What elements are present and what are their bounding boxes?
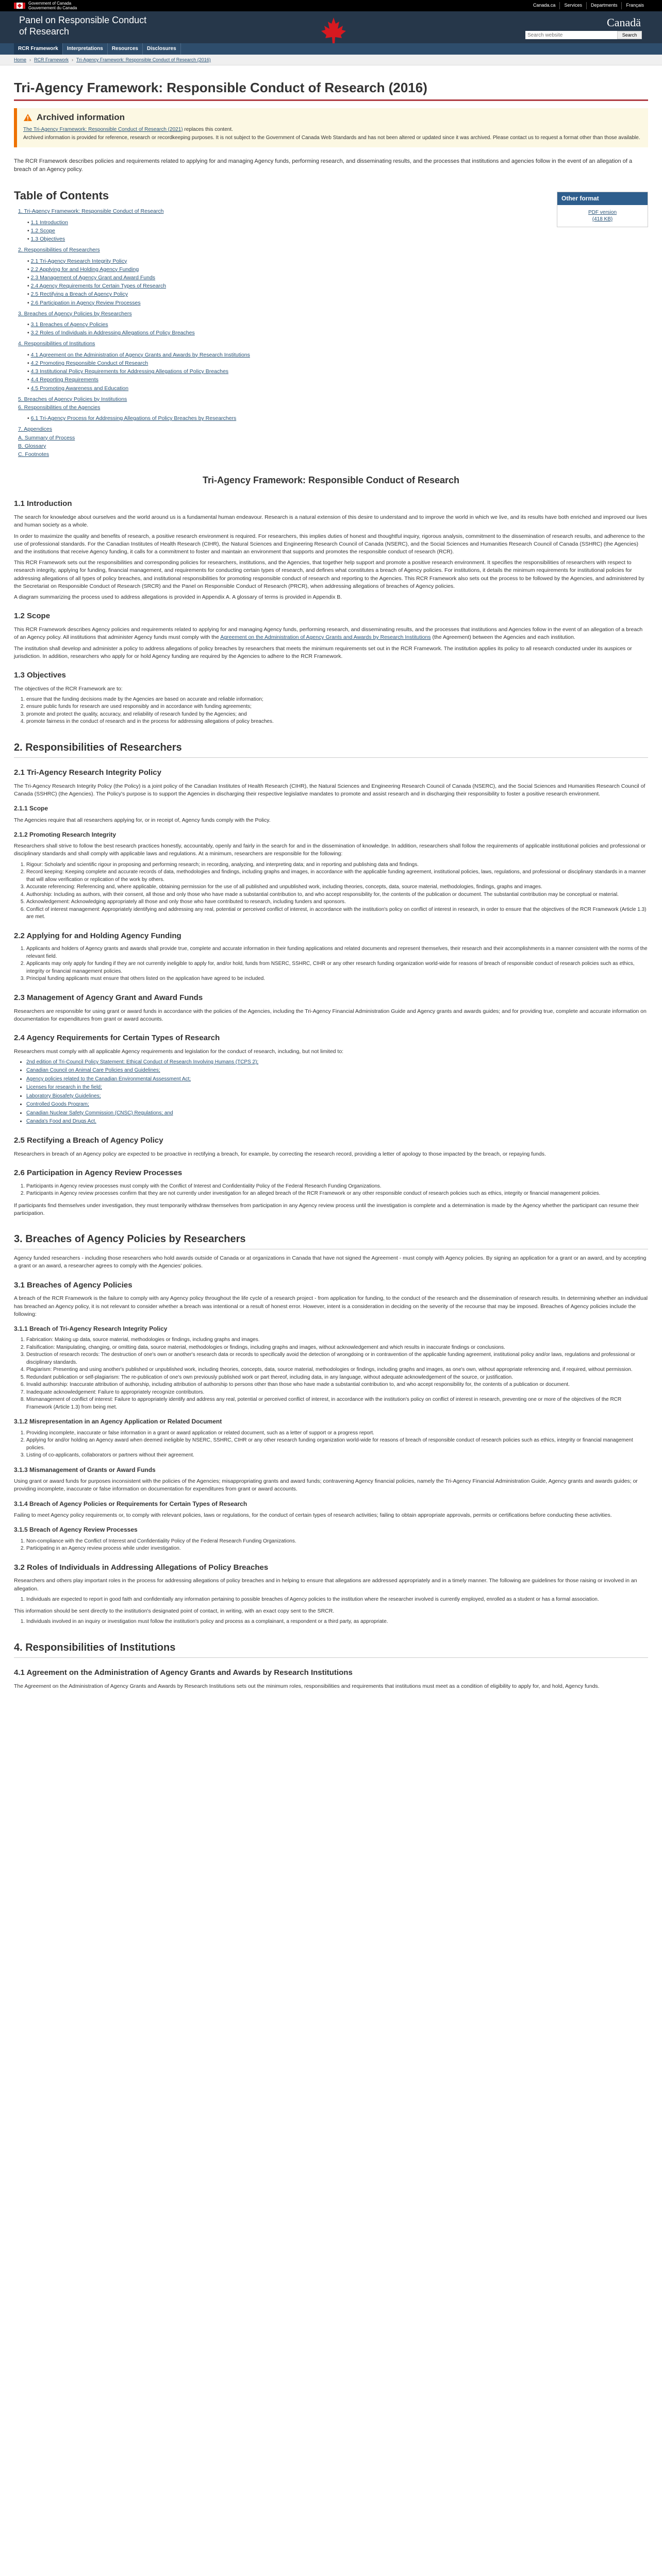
paragraph: Researchers in breach of an Agency policy are expected to be proactive in rectifying a breach, for example, by correcting the research record, providing a letter of apology to those impacted by the breach, or repaying funds. <box>14 1150 546 1157</box>
toc-item <box>18 404 250 422</box>
toc-item <box>18 434 250 442</box>
list-item: 1. Rigour: Scholarly and scientific rigour in proposing and performing research; in recording, analyzing, and interpreting data; and in reporting and publishing data and findings. <box>26 861 648 869</box>
list-item: 2. ensure public funds for research are used responsibly and in accordance with funding agreements; <box>26 703 648 711</box>
misrepresentation-list <box>14 1430 648 1460</box>
toc-sublink[interactable]: 2.6 Participation in Agency Review Processes <box>30 299 141 306</box>
toc-item <box>18 340 250 392</box>
paragraph: If participants find themselves under investigation, they must temporarily withdraw themselves from participation in any Agency review process until the investigation is complete and a determination is made by the Agency whether the participant can resume their participation. <box>14 1202 639 1216</box>
search-input[interactable] <box>525 31 617 39</box>
list-item[interactable] <box>26 1084 648 1092</box>
toc-subitem: • 1.1 Introduction <box>27 219 68 226</box>
list-item: 3. Principal funding applicants must ensure that others listed on the application have agreed to be included. <box>26 975 648 983</box>
toc-sublink[interactable]: 2.2 Applying for and Holding Agency Funding <box>30 266 139 273</box>
section-3-1-title: 3.1 Breaches of Agency Policies <box>14 1280 133 1290</box>
archived-heading: Archived information <box>37 112 125 122</box>
toc-sublink[interactable]: 1.2 Scope <box>30 227 55 234</box>
section-2-1-1-title: 2.1.1 Scope <box>14 805 48 812</box>
list-item[interactable] <box>26 1093 648 1100</box>
toc-sublink[interactable]: 2.5 Rectifying a Breach of Agency Policy <box>30 291 128 298</box>
toc-link[interactable]: 6. Responsibilities of the Agencies <box>18 404 101 411</box>
list-link[interactable]: Controlled Goods Program; <box>26 1101 89 1108</box>
toc-item <box>18 451 250 459</box>
toc-subitem: • 4.1 Agreement on the Administration of Agency Grants and Awards by Research Institutions <box>27 351 250 358</box>
list-link[interactable]: Agency policies related to the Canadian Environmental Assessment Act; <box>26 1076 191 1082</box>
canada-flag-icon <box>14 3 25 9</box>
list-item: 1. Providing incomplete, inaccurate or false information in a grant or award application or related document, such as a letter of support or a progress report. <box>26 1430 648 1437</box>
section-1-title: Tri-Agency Framework: Responsible Conduct of Research <box>202 475 460 486</box>
researcher-responsibilities-list <box>14 861 648 921</box>
menu-resources[interactable]: Resources <box>108 43 143 55</box>
toc-subitem: • 2.2 Applying for and Holding Agency Funding <box>27 266 139 273</box>
paragraph: Researchers must comply with all applicable Agency requirements and legislation for the conduct of research, including, but not limited to: <box>14 1048 344 1055</box>
toc-sublink[interactable]: 1.3 Objectives <box>30 236 65 243</box>
section-4-1-title: 4.1 Agreement on the Administration of Agency Grants and Awards by Research Institutions <box>14 1668 353 1677</box>
paragraph: The institution shall develop and administer a policy to address allegations of policy breaches by researchers that meets the minimum requirements set out in the RCR Framework. The institution applies its policy to all research conducted under its auspices or jurisdiction. In addition, researchers who apply for or hold Agency funding are required by the Agencies to adhere to the RCR Framework. <box>14 645 632 659</box>
list-item: 3. promote and protect the quality, accuracy, and reliability of research funded by the Agencies; and <box>26 711 648 719</box>
toc-subitem: • 2.3 Management of Agency Grant and Award Funds <box>27 274 156 281</box>
list-item: 4. Plagiarism: Presenting and using another's published or unpublished work, including theories, concepts, data, source material, methodologies or findings, including graphs and images, as one's own, without appropriate referencing and, if required, without permission. <box>26 1366 648 1374</box>
toc-link[interactable]: C. Footnotes <box>18 451 49 458</box>
toc-link[interactable]: 7. Appendices <box>18 426 52 433</box>
paragraph: Researchers are responsible for using grant or award funds in accordance with the policies of the Agencies, including the Tri-Agency Financial Administration Guide and Agency grants and awards guides; and for providing true, complete and accurate information on documentation for expenditures from grant or award accounts. <box>14 1008 647 1022</box>
toc-sublink[interactable]: 4.5 Promoting Awareness and Education <box>30 385 129 392</box>
section-1-1-title: 1.1 Introduction <box>14 499 72 509</box>
section-1-3-title: 1.3 Objectives <box>14 670 66 680</box>
pdf-size[interactable]: (418 KB) <box>592 216 613 222</box>
list-item: 5. Redundant publication or self-plagiarism: The re-publication of one's own previously published work or part thereof, including data, in any language, without adequate acknowledgement of the source, or justification. <box>26 1374 648 1382</box>
section-3-1-3-title: 3.1.3 Mismanagement of Grants or Award Funds <box>14 1466 156 1473</box>
paragraph: The objectives of the RCR Framework are to: <box>14 685 123 692</box>
site-title[interactable]: Panel on Responsible Conduct of Research <box>19 15 147 37</box>
roles-list <box>14 1596 648 1604</box>
toc-subitem: • 6.1 Tri-Agency Process for Addressing Allegations of Policy Breaches by Researchers <box>27 415 237 422</box>
paragraph: Researchers shall strive to follow the best research practices honestly, accountably, openly and fairly in the search for and in the dissemination of knowledge. In addition, researchers shall follow the requirements of applicable institutional policies and professional or disciplinary standards and shall comply with applicable laws and regulations. At a minimum, researchers are responsible for the following: <box>14 843 646 857</box>
toc-item <box>18 246 250 307</box>
archived-text: Archived information is provided for reference, research or recordkeeping purposes. It is not subject to the Government of Canada Web Standards and has not been altered or updated since it was archived. Please contact us to request a format other than those available. <box>23 135 640 141</box>
paragraph: The search for knowledge about ourselves and the world around us is a fundamental human endeavour. Research is a natural extension of this desire to understand and to improve the world in which we live, and its results have both enriched and improved our lives and human society as a whole. <box>14 514 648 529</box>
list-item: 3. Listing of co-applicants, collaborators or partners without their agreement. <box>26 1452 648 1460</box>
maple-leaf-icon <box>318 15 349 43</box>
section-2-5-title: 2.5 Rectifying a Breach of Agency Policy <box>14 1136 163 1145</box>
toc-sublink[interactable]: 2.4 Agency Requirements for Certain Types of Research <box>30 283 167 290</box>
list-item: 2. Falsification: Manipulating, changing, or omitting data, source material, methodologies or findings, including graphs and images, without acknowledgement and which results in inaccurate findings or conclusions. <box>26 1344 648 1352</box>
page-title: Tri-Agency Framework: Responsible Conduct of Research (2016) <box>14 80 648 101</box>
list-item[interactable] <box>26 1101 648 1109</box>
paragraph: Researchers and others play important roles in the process for addressing allegations of policy breaches and in helping to ensure that allegations are addressed appropriately and in a timely manner. The following are guidelines for those raising or involved in an allegation. <box>14 1578 637 1592</box>
section-3-1-1-title: 3.1.1 Breach of Tri-Agency Research Integrity Policy <box>14 1325 168 1332</box>
toc-link[interactable]: 2. Responsibilities of Researchers <box>18 247 100 253</box>
archived-replacement-link[interactable]: The Tri-Agency Framework: Responsible Conduct of Research (2021) <box>23 126 183 132</box>
list-item: 6. Invalid authorship: Inaccurate attribution of authorship, including attribution of authorship to persons other than those who have made a substantial contribution to, and who accept responsibility for, the contents of a publication or document. <box>26 1381 648 1389</box>
list-item: 1. Fabrication: Making up data, source material, methodologies or findings, including graphs and images. <box>26 1336 648 1344</box>
review-breach-list <box>14 1538 648 1553</box>
list-item: 4. promote fairness in the conduct of research and in the process for addressing allegations of policy breaches. <box>26 718 648 726</box>
gov-links <box>529 2 648 9</box>
main-menu <box>0 43 662 55</box>
toc-item <box>18 443 250 450</box>
review-process-list <box>14 1183 648 1198</box>
section-3-1-2-title: 3.1.2 Misrepresentation in an Agency Application or Related Document <box>14 1418 222 1426</box>
paragraph: This information should be sent directly to the institution's designated point of contact, in writing, with an exact copy sent to the SRCR. <box>14 1608 335 1615</box>
objectives-list <box>14 696 648 726</box>
section-3-1-4-title: 3.1.4 Breach of Agency Policies or Requirements for Certain Types of Research <box>14 1500 247 1507</box>
list-item: 1. Non-compliance with the Conflict of Interest and Confidentiality Policy of the Federal Research Funding Organizations. <box>26 1538 648 1546</box>
paragraph: Using grant or award funds for purposes inconsistent with the policies of the Agencies; misappropriating grants and award funds; contravening Agency financial policies, namely the Tri-Agency Financial Administration Guide, Agency grants and awards guides; or providing incomplete, inaccurate or false information on documentation for expenditures from grant or award accounts. <box>14 1478 638 1493</box>
toc-sublink[interactable]: 6.1 Tri-Agency Process for Addressing Allegations of Policy Breaches by Researchers <box>30 415 237 422</box>
toc-subitem: • 3.1 Breaches of Agency Policies <box>27 321 108 328</box>
list-item[interactable] <box>26 1059 648 1066</box>
list-item: 2. Applicants may only apply for funding if they are not currently ineligible to apply for, and/or hold, funds from NSERC, SSHRC, CIHR or any other research funding organization world-wide for reasons of breach of responsible conduct of research policies such as ethics, integrity or financial management policies. <box>26 960 648 975</box>
other-format-heading: Other format <box>557 192 648 205</box>
toc-sublink[interactable]: 1.1 Introduction <box>30 219 68 226</box>
section-2-6-title: 2.6 Participation in Agency Review Processes <box>14 1168 183 1177</box>
toc-link[interactable]: 5. Breaches of Agency Policies by Institutions <box>18 396 127 402</box>
list-link[interactable]: 2nd edition of Tri-Council Policy Statement: Ethical Conduct of Research Involving Humans (TCPS 2); <box>26 1059 259 1065</box>
toc-item <box>18 396 250 403</box>
main-content: Tri-Agency Framework: Responsible Conduct of Research (2016) Archived information The Tri-Agency Framework: Responsible Conduct of Research (2021) replaces this content. Archived information is provided for reference, research or recordkeeping purposes. It is not subject to the Government of Canada Web Standards and has not been altered or updated since it was archived. Please contact us to request a format other than those available. The RCR Framework describes policies and requirements related to applying for and managing Agency funds, performing research, and disseminating results, and the processes that institutions and agencies follow in the event of an allegation of a breach of an Agency policy. Table of Contents 1. Tri-Agency Framework: Responsible Conduct of Research • 1.1 Introduction • 1.2 Scope • 1.3 Objectives 2. Responsibilities of Researchers • 2.1 Tri-Agency Research Integrity Policy • 2.2 Applying for and Holding Agency Funding • 2.3 Management of Agency Grant and Award Funds • 2.4 Agency Requirements for Certain Types of Research • 2.5 Rectifying a Breach of Agency Policy • 2.6 Participation in Agency Review Processes 3. Breaches of Agency Policies by Researchers • 3.1 Breaches of Agency Policies • 3.2 Roles of Individuals in Addressing Allegations of Policy Breaches 4. Responsibilities of Institutions • 4.1 Agreement on the Administration of Agency Grants and Awards by Research Institutions • 4.2 Promoting Responsible Conduct of Research • 4.3 Institutional Policy Requirements for Addressing Allegations of Policy Breaches • 4.4 Reporting Requirements • 4.5 Promoting Awareness and Education 5. Breaches of Agency Policies by Institutions 6. Responsibilities of the Agencies • 6.1 Tri-Agency Process for Addressing Allegations of Policy Breaches by Researchers 7. Appendices A. Summary of Process B. Glossary C. Footnotes Other format PDF version (418 KB) Tri-Agency Framework: Responsible Conduct of Research 1.1 Introduction The search for knowledge about ourselves and the world around us is a fundamental human endeavour. Research is a natural extension of this desire to understand and to improve the world in which we live, and its results have both enriched and improved our lives and human society as a whole. In order to maximize the quality and benefits of research, a positive research environment is required. For researchers, this implies duties of honest and thoughtful inquiry, rigorous analysis, commitment to the dissemination of research results, and adherence to the use of professional standards. For the Canadian Institutes of Health Research (CIHR), the Natural Sciences and Engineering Research Council of Canada (NSERC), and the Social Sciences and Humanities Research Council of Canada (SSHRC) (the Agencies) and the institutions that receive Agency funding, it calls for a commitment to foster and maintain an environment that supports and promotes the responsible conduct of research (RCR). This RCR Framework sets out the responsibilities and corresponding policies for researchers, institutions, and the Agencies, that together help support and promote a positive research environment. It specifies the responsibilities of researchers with respect to research integrity, applying for funding, financial management, and requirements for conducting certain types of research, and defines what constitutes a breach of Agency policies. For institutions, it details the minimum requirements for institutional policies for addressing allegations of all types of policy breaches, and institutional responsibilities for promoting responsible conduct of research and reporting to the Agencies. This RCR Framework also sets out the process to be followed by the Agencies, and administered by the Secretariat on Responsible Conduct of Research (SRCR) and the Panel on Responsible Conduct of Research (PRCR), when addressing allegations of breaches of Agency policies. A diagram summarizing the process used to address allegations is provided in Appendix A. A glossary of terms is provided in Appendix B. 1.2 Scope This RCR Framework describes Agency policies and requirements related to applying for and managing Agency funds, performing research, and disseminating results, and the processes that institutions and Agencies follow in the event of an allegation of a breach of an Agency policy. All institutions that administer Agency funds must comply with the Agreement on the Administration of Agency Grants and Awards by Research Institutions (the Agreement) between the Agencies and each institution. The institution shall develop and administer a policy to address allegations of policy breaches by researchers that meets the minimum requirements set out in the RCR Framework. The institution applies its policy to all research conducted under its auspices or jurisdiction. In addition, researchers who apply for or hold Agency funding are required by the Agencies to adhere to the RCR Framework. 1.3 Objectives The objectives of the RCR Framework are to: 1. ensure that the funding decisions made by the Agencies are based on accurate and reliable information; 2. ensure public funds for research are used responsibly and in accordance with funding agreements; 3. promote and protect the quality, accuracy, and reliability of research funded by the Agencies; and 4. promote fairness in the conduct of research and in the process for addressing allegations of policy breaches. 2. Responsibilities of Researchers 2.1 Tri-Agency Research Integrity Policy The Tri-Agency Research Integrity Policy (the Policy) is a joint policy of the Canadian Institutes of Health Research (CIHR), the Natural Sciences and Engineering Research Council of Canada (NSERC), and the Social Sciences and Humanities Research Council of Canada (SSHRC) (the Agencies). The Policy's purpose is to support the Agencies in discharging their respective legislative mandates to promote and assist research and in discharging their responsibility to foster a positive research environment. 2.1.1 Scope The Agencies require that all researchers applying for, or in receipt of, Agency funds comply with the Policy. 2.1.2 Promoting Research Integrity Researchers shall strive to follow the best research practices honestly, accountably, openly and fairly in the search for and in the dissemination of knowledge. In addition, researchers shall follow the requirements of applicable institutional policies and professional or disciplinary standards and shall comply with applicable laws and regulations. At a minimum, researchers are responsible for the following: 1. Rigour: Scholarly and scientific rigour in proposing and performing research; in recording, analyzing, and interpreting data; and in reporting and publishing data and findings. 2. Record keeping: Keeping complete and accurate records of data, methodologies and findings, including graphs and images, in accordance with the applicable funding agreement, institutional policies, laws, regulations, and professional or disciplinary standards in a manner that will allow verification or replication of the work by others. 3. Accurate referencing: Referencing and, where applicable, obtaining permission for the use of all published and unpublished work, including theories, concepts, data, source material, methodologies, findings, graphs and images. 4. Authorship: Including as authors, with their consent, all those and only those who have made a substantial contribution to, and who accept responsibility for, the contents of the publication or document. The substantial contribution may be conceptual or material. 5. Acknowledgement: Acknowledging appropriately all those and only those who have contributed to research, including funders and sponsors. 6. Conflict of interest management: Appropriately identifying and addressing any real, potential or perceived conflict of interest, in accordance with the institution's policy on conflict of interest in research, in order to ensure that the objectives of the RCR Framework (Article 1.3) are met. 2.2 Applying for and Holding Agency Funding 1. Applicants and holders of Agency grants and awards shall provide true, complete and accurate information in their funding applications and related documents and represent themselves, their research and their accomplishments in a manner consistent with the norms of the relevant field. 2. Applicants may only apply for funding if they are not currently ineligible to apply for, and/or hold, funds from NSERC, SSHRC, CIHR or any other research funding organization world-wide for reasons of breach of responsible conduct of research policies such as ethics, integrity or financial management policies. 3. Principal funding applicants must ensure that others listed on the application have agreed to be included. 2.3 Management of Agency Grant and Award Funds Researchers are responsible for using grant or award funds in accordance with the policies of the Agencies, including the Tri-Agency Financial Administration Guide and Agency grants and awards guides; and for providing true, complete and accurate information on documentation for expenditures from grant or award accounts. 2.4 Agency Requirements for Certain Types of Research Researchers must comply with all applicable Agency requirements and legislation for the conduct of research, including, but not limited to: • 2nd edition of Tri-Council Policy Statement: Ethical Conduct of Research Involving Humans (TCPS 2); • Canadian Council on Animal Care Policies and Guidelines; • Agency policies related to the Canadian Environmental Assessment Act; • Licenses for research in the field; • Laboratory Biosafety Guidelines; • Controlled Goods Program; • Canadian Nuclear Safety Commission (CNSC) Regulations; and • Canada's Food and Drugs Act. 2.5 Rectifying a Breach of Agency Policy Researchers in breach of an Agency policy are expected to be proactive in rectifying a breach, for example, by correcting the research record, providing a letter of apology to those impacted by the breach, or repaying funds. 2.6 Participation in Agency Review Processes 1. Participants in Agency review processes must comply with the Conflict of Interest and Confidentiality Policy of the Federal Research Funding Organizations. 2. Participants in Agency review processes confirm that they are not currently under investigation for an alleged breach of the RCR Framework or any other responsible conduct of research policies such as ethics, integrity or financial management policies. If participants find themselves under investigation, they must temporarily withdraw themselves from participation in any Agency review process until the investigation is complete and a determination is made by the Agency whether the participant can resume their participation. 3. Breaches of Agency Policies by Researchers Agency funded researchers - including those researchers who hold awards outside of Canada or at organizations in Canada that have not signed the Agreement - must comply with Agency policies. By signing an application for a grant or an award, and by accepting a grant or an award, a researcher agrees to comply with the Agencies' policies. 3.1 Breaches of Agency Policies A breach of the RCR Framework is the failure to comply with any Agency policy throughout the life cycle of a research project - from application for funding, to the conduct of the research and the dissemination of research results. In determining whether an individual has breached an Agency policy, it is not relevant to consider whether a breach was intentional or a result of honest error. However, intent is a consideration in deciding on the severity of the recourse that may be imposed. Breaches of Agency policies include the following: 3.1.1 Breach of Tri-Agency Research Integrity Policy 1. Fabrication: Making up data, source material, methodologies or findings, including graphs and images. 2. Falsification: Manipulating, changing, or omitting data, source material, methodologies or findings, including graphs and images, without acknowledgement and which results in inaccurate findings or conclusions. 3. Destruction of research records: The destruction of one's own or another's research data or records to specifically avoid the detection of wrongdoing or in contravention of the applicable funding agreement, institutional policy and/or laws, regulations and professional or disciplinary standards. 4. Plagiarism: Presenting and using another's published or unpublished work, including theories, concepts, data, source material, methodologies or findings, including graphs and images, as one's own, without appropriate referencing and, if required, without permission. 5. Redundant publication or self-plagiarism: The re-publication of one's own previously published work or part thereof, including data, in any language, without adequate acknowledgement of the source, or justification. 6. Invalid authorship: Inaccurate attribution of authorship, including attribution of authorship to persons other than those who have made a substantial contribution to, and who accept responsibility for, the contents of a publication or document. 7. Inadequate acknowledgement: Failure to appropriately recognize contributors. 8. Mismanagement of conflict of interest: Failure to appropriately identify and address any real, potential or perceived conflict of interest, in accordance with the institution's policy on conflict of interest in research, preventing one or more of the objectives of the RCR Framework (Article 1.3) from being met. 3.1.2 Misrepresentation in an Agency Application or Related Document 1. Providing incomplete, inaccurate or false information in a grant or award application or related document, such as a letter of support or a progress report. 2. Applying for and/or holding an Agency award when deemed ineligible by NSERC, SSHRC, CIHR or any other research funding organization world-wide for reasons of breach of responsible conduct of research policies such as ethics, integrity or financial management policies. 3. Listing of co-applicants, collaborators or partners without their agreement. 3.1.3 Mismanagement of Grants or Award Funds Using grant or award funds for purposes inconsistent with the policies of the Agencies; misappropriating grants and award funds; contravening Agency financial policies, namely the Tri-Agency Financial Administration Guide, Agency grants and awards guides; or providing incomplete, inaccurate or false information on documentation for expenditures from grant or award accounts. 3.1.4 Breach of Agency Policies or Requirements for Certain Types of Research Failing to meet Agency policy requirements or, to comply with relevant policies, laws or regulations, for the conduct of certain types of research activities; failing to obtain appropriate approvals, permits or certifications before conducting these activities. 3.1.5 Breach of Agency Review Processes 1. Non-compliance with the Conflict of Interest and Confidentiality Policy of the Federal Research Funding Organizations. 2. Participating in an Agency review process while under investigation. 3.2 Roles of Individuals in Addressing Allegations of Policy Breaches Researchers and others play important roles in the process for addressing allegations of policy breaches and in helping to ensure that allegations are addressed appropriately and in a timely manner. The following are guidelines for those raising or involved in an allegation. 1. Individuals are expected to report in good faith and confidentially any information pertaining to possible breaches of Agency policies to the institution where the researcher involved is currently employed, enrolled as a student or has a formal association. This information should be sent directly to the institution's designated point of contact, in writing, with an exact copy sent to the SRCR. 1. Individuals involved in an inquiry or investigation must follow the institution's policy and process as a complainant, a respondent or a third party, as appropriate. 4. Responsibilities of Institutions 4.1 Agreement on the Administration of Agency Grants and Awards by Research Institutions The Agreement on the Administration of Agency Grants and Awards by Research Institutions sets out the minimum roles, responsibilities and requirements that institutions must meet as a condition of eligibility to apply for, and hold, Agency funds. <box>2 80 660 1690</box>
other-format-box <box>557 192 648 227</box>
gov-link-departments[interactable]: Departments <box>586 2 622 9</box>
list-link[interactable]: Canada's Food and Drugs Act. <box>26 1118 96 1125</box>
toc-link[interactable]: 4. Responsibilities of Institutions <box>18 341 95 347</box>
paragraph: The Agencies require that all researchers applying for, or in receipt of, Agency funds comply with the Policy. <box>14 817 271 823</box>
list-link[interactable]: Laboratory Biosafety Guidelines; <box>26 1093 101 1099</box>
integrity-breach-list <box>14 1336 648 1411</box>
list-link[interactable]: Licenses for research in the field; <box>26 1084 102 1091</box>
list-item: 6. Conflict of interest management: Appropriately identifying and addressing any real, potential or perceived conflict of interest, in accordance with the institution's policy on conflict of interest in research, in order to ensure that the objectives of the RCR Framework (Article 1.3) are met. <box>26 906 648 921</box>
section-1-2-title: 1.2 Scope <box>14 612 51 621</box>
list-item[interactable] <box>26 1067 648 1075</box>
list-item: 1. ensure that the funding decisions made by the Agencies are based on accurate and reliable information; <box>26 696 648 704</box>
list-link[interactable]: Canadian Nuclear Safety Commission (CNSC) Regulations; and <box>26 1110 173 1116</box>
section-3-1-5-title: 3.1.5 Breach of Agency Review Processes <box>14 1526 138 1534</box>
paragraph: The Tri-Agency Research Integrity Policy (the Policy) is a joint policy of the Canadian Institutes of Health Research (CIHR), the Natural Sciences and Engineering Research Council of Canada (NSERC), and the Social Sciences and Humanities Research Council of Canada (SSHRC) (the Agencies). The Policy's purpose is to support the Agencies in discharging their respective legislative mandates to promote and assist research and in discharging their responsibility to foster a positive research environment. <box>14 783 646 797</box>
list-item: 2. Record keeping: Keeping complete and accurate records of data, methodologies and findings, including graphs and images, in accordance with the applicable funding agreement, institutional policies, laws, regulations, and professional or disciplinary standards in a manner that will allow verification or replication of the work by others. <box>26 869 648 884</box>
toc-link[interactable]: 3. Breaches of Agency Policies by Researchers <box>18 310 132 317</box>
list-item: 2. Participating in an Agency review process while under investigation. <box>26 1545 648 1553</box>
toc-sublink[interactable]: 2.3 Management of Agency Grant and Award Funds <box>30 274 156 281</box>
list-item: 1. Applicants and holders of Agency grants and awards shall provide true, complete and accurate information in their funding applications and related documents and represent themselves, their research and their accomplishments in a manner consistent with the norms of the relevant field. <box>26 945 648 960</box>
paragraph: This RCR Framework sets out the responsibilities and corresponding policies for researchers, institutions, and the Agencies, that together help support and promote a positive research environment. It specifies the responsibilities of researchers with respect to research integrity, applying for funding, financial management, and requirements for conducting certain types of research, and defines what constitutes a breach of Agency policies. For institutions, it details the minimum requirements for institutional policies for addressing allegations of all types of policy breaches, and institutional responsibilities for promoting responsible conduct of research and reporting to the Agencies. This RCR Framework also sets out the process to be followed by the Agencies, and administered by the Secretariat on Responsible Conduct of Research (SRCR) and the Panel on Responsible Conduct of Research (PRCR), when addressing allegations of breaches of Agency policies. <box>14 560 644 589</box>
toc-link[interactable]: 1. Tri-Agency Framework: Responsible Conduct of Research <box>18 208 164 215</box>
section-2-2-title: 2.2 Applying for and Holding Agency Funding <box>14 931 181 940</box>
list-item: 4. Authorship: Including as authors, with their consent, all those and only those who have made a substantial contribution to, and who accept responsibility for, the contents of the publication or document. The substantial contribution may be conceptual or material. <box>26 891 648 899</box>
toc-sublink[interactable]: 3.1 Breaches of Agency Policies <box>30 321 108 328</box>
toc-link[interactable]: A. Summary of Process <box>18 434 75 441</box>
toc-item <box>18 426 250 433</box>
agreement-link[interactable]: Agreement on the Administration of Agency Grants and Awards by Research Institutions <box>220 634 431 641</box>
gov-link-canada[interactable]: Canada.ca <box>533 3 556 8</box>
section-2-title: 2. Responsibilities of Researchers <box>14 740 648 758</box>
toc-subitem: • 2.4 Agency Requirements for Certain Types of Research <box>27 283 167 290</box>
list-item: 3. Accurate referencing: Referencing and, where applicable, obtaining permission for the use of all published and unpublished work, including theories, concepts, data, source material, methodologies, findings, graphs and images. <box>26 884 648 891</box>
toc-sublink[interactable]: 3.2 Roles of Individuals in Addressing Allegations of Policy Breaches <box>30 330 195 336</box>
paragraph: Failing to meet Agency policy requirements or, to comply with relevant policies, laws or regulations, for the conduct of certain types of research activities; failing to obtain appropriate approvals, permits or certifications before conducting these activities. <box>14 1512 612 1518</box>
toc-subitem: • 4.3 Institutional Policy Requirements for Addressing Allegations of Policy Breaches <box>27 368 229 375</box>
toc-sublink[interactable]: 4.4 Reporting Requirements <box>30 377 98 383</box>
section-2-1-title: 2.1 Tri-Agency Research Integrity Policy <box>14 768 161 777</box>
toc-subitem: • 4.4 Reporting Requirements <box>27 377 98 383</box>
list-item: 7. Inadequate acknowledgement: Failure to appropriately recognize contributors. <box>26 1389 648 1397</box>
toc-subitem: • 2.6 Participation in Agency Review Processes <box>27 299 141 306</box>
list-item: 1. Participants in Agency review processes must comply with the Conflict of Interest and Confidentiality Policy of the Federal Research Funding Organizations. <box>26 1183 648 1191</box>
menu-disclosures[interactable]: Disclosures <box>143 43 181 55</box>
toc-sublink[interactable]: 4.1 Agreement on the Administration of Agency Grants and Awards by Research Institutions <box>30 351 250 358</box>
list-link[interactable]: Canadian Council on Animal Care Policies and Guidelines; <box>26 1067 160 1074</box>
list-item: 5. Acknowledgement: Acknowledging appropriately all those and only those who have contributed to research, including funders and sponsors. <box>26 899 648 906</box>
list-item: 8. Mismanagement of conflict of interest: Failure to appropriately identify and address any real, potential or perceived conflict of interest, in accordance with the institution's policy on conflict of interest in research, preventing one or more of the objectives of the RCR Framework (Article 1.3) from being met. <box>26 1396 648 1411</box>
government-bar <box>0 0 662 11</box>
section-3-title: 3. Breaches of Agency Policies by Researchers <box>14 1232 648 1249</box>
list-item[interactable] <box>26 1110 648 1117</box>
toc-item <box>18 310 250 337</box>
breadcrumb: Home › RCR Framework › Tri-Agency Framework: Responsible Conduct of Research (2016) <box>0 55 662 65</box>
gov-link-services[interactable]: Services <box>559 2 586 9</box>
canada-wordmark: Canadä <box>607 16 641 29</box>
requirements-link-list <box>14 1059 648 1126</box>
toc-sublink[interactable]: 4.3 Institutional Policy Requirements for Addressing Allegations of Policy Breaches <box>30 368 229 375</box>
toc-subitem: • 1.3 Objectives <box>27 236 65 243</box>
paragraph: Agency funded researchers - including those researchers who hold awards outside of Canada or at organizations in Canada that have not signed the Agreement - must comply with Agency policies. By signing an application for a grant or an award, and by accepting a grant or an award, a researcher agrees to comply with the Agencies' policies. <box>14 1255 647 1269</box>
search-form <box>525 31 642 39</box>
gov-name-en: Government of Canada <box>28 1 72 6</box>
paragraph: A breach of the RCR Framework is the failure to comply with any Agency policy throughout the life cycle of a research project - from application for funding, to the conduct of the research and the dissemination of research results. In determining whether an individual has breached an Agency policy, it is not relevant to consider whether a breach was intentional or a result of honest error. However, intent is a consideration in deciding on the severity of the recourse that may be imposed. Breaches of Agency policies include the following: <box>14 1295 648 1317</box>
toc-title: Table of Contents <box>14 189 109 202</box>
breadcrumb-rcr[interactable]: RCR Framework <box>34 57 69 62</box>
paragraph: The Agreement on the Administration of Agency Grants and Awards by Research Institutions sets out the minimum roles, responsibilities and requirements that institutions must meet as a condition of eligibility to apply for, and hold, Agency funds. <box>14 1683 600 1689</box>
section-4-title: 4. Responsibilities of Institutions <box>14 1640 648 1658</box>
intro-text: The RCR Framework describes policies and requirements related to applying for and managing Agency funds, performing research, and disseminating results, and the processes that institutions and agencies follow in the event of an allegation of a breach of an Agency policy. <box>14 158 633 173</box>
breadcrumb-home[interactable]: Home <box>14 57 27 62</box>
toc-subitem: • 4.5 Promoting Awareness and Education <box>27 385 129 392</box>
toc-subitem: • 3.2 Roles of Individuals in Addressing Allegations of Policy Breaches <box>27 330 195 336</box>
funding-list <box>14 945 648 983</box>
gov-name-fr: Gouvernement du Canada <box>28 6 77 10</box>
list-item[interactable] <box>26 1076 648 1083</box>
list-item: 3. Destruction of research records: The destruction of one's own or another's research data or records to specifically avoid the detection of wrongdoing or in contravention of the applicable funding agreement, institutional policy and/or laws, regulations and professional or disciplinary standards. <box>26 1351 648 1366</box>
toc-subitem: • 4.2 Promoting Responsible Conduct of Research <box>27 360 148 366</box>
list-item[interactable] <box>26 1118 648 1126</box>
search-button[interactable]: Search <box>617 31 642 39</box>
menu-rcr-framework[interactable]: RCR Framework <box>14 43 63 55</box>
roles-list-2 <box>14 1618 648 1626</box>
section-3-2-title: 3.2 Roles of Individuals in Addressing Allegations of Policy Breaches <box>14 1563 269 1572</box>
toc-sublink[interactable]: 4.2 Promoting Responsible Conduct of Research <box>30 360 148 366</box>
section-2-1-2-title: 2.1.2 Promoting Research Integrity <box>14 831 117 838</box>
toc-item <box>18 208 250 243</box>
menu-interpretations[interactable]: Interpretations <box>63 43 108 55</box>
toc-sublink[interactable]: 2.1 Tri-Agency Research Integrity Policy <box>30 258 127 264</box>
toc-subitem: • 2.1 Tri-Agency Research Integrity Policy <box>27 258 127 264</box>
section-2-3-title: 2.3 Management of Agency Grant and Award Funds <box>14 993 203 1002</box>
pdf-version-link[interactable]: PDF version <box>588 209 617 215</box>
toc-subitem: • 2.5 Rectifying a Breach of Agency Policy <box>27 291 128 298</box>
toc-subitem: • 1.2 Scope <box>27 227 55 234</box>
site-banner <box>0 11 662 43</box>
paragraph: A diagram summarizing the process used to address allegations is provided in Appendix A. A glossary of terms is provided in Appendix B. <box>14 594 342 601</box>
archived-notice: Archived information The Tri-Agency Framework: Responsible Conduct of Research (2021) replaces this content. Archived information is provided for reference, research or recordkeeping purposes. It is not subject to the Government of Canada Web Standards and has not been altered or updated since it was archived. Please contact us to request a format other than those available. <box>14 108 648 147</box>
list-item: 2. Applying for and/or holding an Agency award when deemed ineligible by NSERC, SSHRC, CIHR or any other research funding organization world-wide for reasons of breach of responsible conduct of research policies such as ethics, integrity or financial management policies. <box>26 1437 648 1452</box>
warning-icon <box>23 113 32 122</box>
list-item: 2. Participants in Agency review processes confirm that they are not currently under investigation for an alleged breach of the RCR Framework or any other responsible conduct of research policies such as ethics, integrity or financial management policies. <box>26 1190 648 1198</box>
government-signature[interactable] <box>14 1 77 10</box>
toc-link[interactable]: B. Glossary <box>18 443 46 449</box>
section-2-4-title: 2.4 Agency Requirements for Certain Types of Research <box>14 1033 220 1042</box>
list-item: 1. Individuals involved in an inquiry or investigation must follow the institution's policy and process as a complainant, a respondent or a third party, as appropriate. <box>26 1618 648 1626</box>
breadcrumb-current[interactable]: Tri-Agency Framework: Responsible Conduct of Research (2016) <box>76 57 211 62</box>
gov-link-francais[interactable]: Français <box>621 2 648 9</box>
paragraph: In order to maximize the quality and benefits of research, a positive research environment is required. For researchers, this implies duties of honest and thoughtful inquiry, rigorous analysis, commitment to the dissemination of research results, and adherence to the use of professional standards. For the Canadian Institutes of Health Research (CIHR), the Natural Sciences and Engineering Research Council of Canada (NSERC), and the Social Sciences and Humanities Research Council of Canada (SSHRC) (the Agencies) and the institutions that receive Agency funding, it calls for a commitment to foster and maintain an environment that supports and promotes the responsible conduct of research (RCR). <box>14 533 645 555</box>
list-item: 1. Individuals are expected to report in good faith and confidentially any information pertaining to possible breaches of Agency policies to the institution where the researcher involved is currently employed, enrolled as a student or has a formal association. <box>26 1596 648 1604</box>
table-of-contents <box>14 208 250 459</box>
